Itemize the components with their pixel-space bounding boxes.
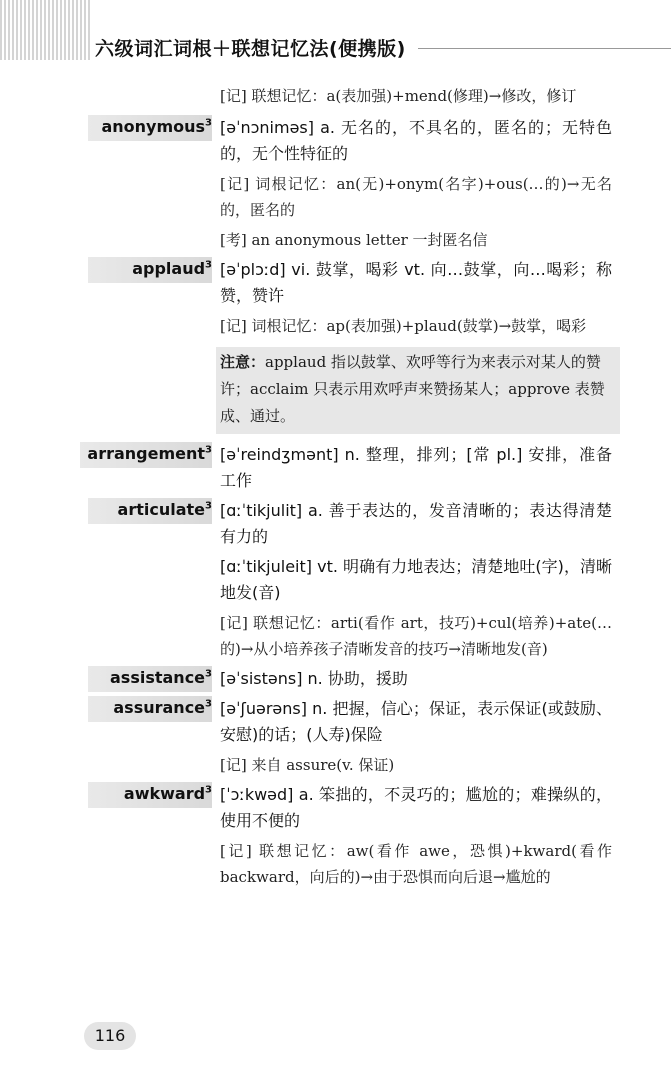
memory-note: [记] 词根记忆：an(无)+onym(名字)+ous(…的)→无名的，匿名的 [220,175,612,219]
entry-arrangement [0,442,671,494]
entry-articulate [0,498,671,662]
definition: [ɑːˈtikjuleit] vt. 明确有力地表达；清楚地吐(字)，清晰地发(音) [220,557,612,602]
definition: [əˈʃuərəns] n. 把握，信心；保证，表示保证(或鼓励、安慰)的话；(人寿)保险 [220,699,612,744]
headword: assurance$^3$ [113,698,212,717]
note-label: 注意： [220,353,266,371]
definition: [əˈnɔniməs] a. 无名的，不具名的，匿名的；无特色的，无个性特征的 [220,118,612,163]
page-title: 六级词汇词根＋联想记忆法(便携版) [95,38,406,60]
note-text: applaud 指以鼓掌、欢呼等行为来表示对某人的赞许；acclaim 只表示用欢呼声来赞扬某人；approve 表赞成、通过。 [220,353,605,425]
memory-note: [记] 来自 assure(v. 保证) [220,756,395,774]
exam-note: [考] an anonymous letter 一封匿名信 [220,231,488,249]
memory-note: [记] 词根记忆：ap(表加强)+plaud(鼓掌)→鼓掌，喝彩 [220,317,587,335]
definition: [əˈsistəns] n. 协助，援助 [220,669,408,688]
entry-anonymous [0,115,671,253]
headword: assistance$^3$ [110,668,212,687]
definition: [əˈplɔːd] vi. 鼓掌，喝彩 vt. 向…鼓掌，向…喝彩；称赞，赞许 [220,260,612,305]
entry-applaud [0,257,671,434]
header-rule [418,48,671,49]
definition: [ˈɔːkwəd] a. 笨拙的，不灵巧的；尴尬的；难操纵的，使用不便的 [220,785,612,830]
entry-assurance [0,696,671,778]
entry-assistance [0,666,671,692]
page-number: 116 [84,1022,136,1050]
memory-note: [记] 联想记忆：a(表加强)+mend(修理)→修改，修订 [220,87,577,105]
dictionary-content [0,83,671,894]
headword: anonymous$^3$ [101,117,212,136]
headword: awkward$^3$ [123,784,212,803]
definition: [ɑːˈtikjulit] a. 善于表达的，发音清晰的；表达得清楚有力的 [220,501,612,546]
headword: arrangement$^3$ [87,444,212,463]
usage-note-box [216,347,620,434]
header-stripes [0,0,92,60]
entry-awkward [0,782,671,890]
memory-note: [记] 联想记忆：arti(看作 art，技巧)+cul(培养)+ate(…的)→从小培养孩子清晰发音的技巧→清晰地发(音) [220,614,612,658]
memory-note: [记] 联想记忆：aw(看作 awe，恐惧)+kward(看作 backward，向后的)→由于恐惧而向后退→尴尬的 [220,842,612,886]
definition: [əˈreindʒmənt] n. 整理，排列；[常 pl.] 安排，准备工作 [220,445,612,490]
headword: applaud$^3$ [132,259,212,278]
headword: articulate$^3$ [117,500,212,519]
